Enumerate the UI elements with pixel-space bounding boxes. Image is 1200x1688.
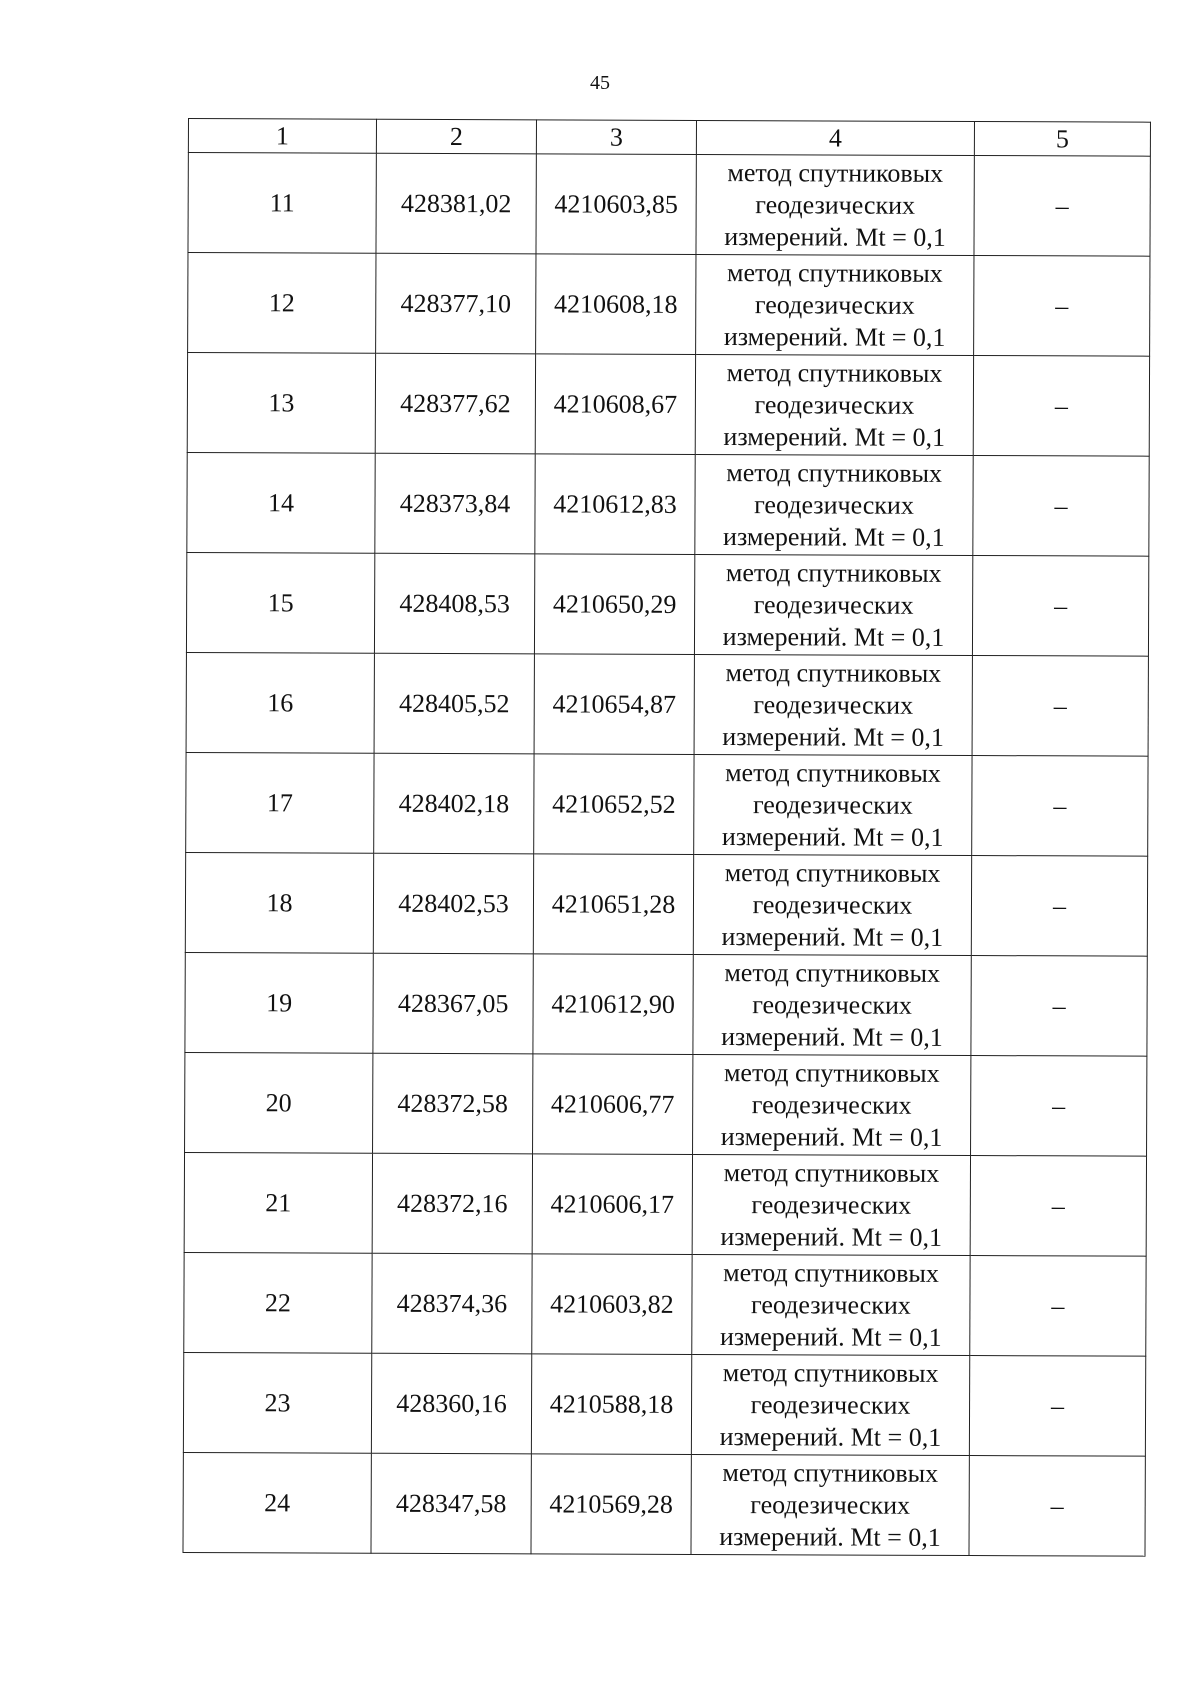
method-cell	[696, 154, 974, 255]
method-text: метод спутниковых геодезических измерений. Mt = 0,1	[719, 1357, 942, 1452]
point-number-cell: 12	[188, 253, 376, 354]
note-cell: –	[969, 1356, 1145, 1457]
y-coordinate-cell: 4210612,90	[533, 954, 693, 1055]
point-number-cell: 21	[184, 1152, 372, 1253]
note-cell: –	[972, 556, 1148, 657]
table-row	[187, 353, 1149, 457]
note-cell: –	[972, 756, 1148, 857]
column-header-1: 1	[188, 119, 376, 154]
x-coordinate-cell: 428402,53	[373, 853, 533, 954]
x-coordinate-cell: 428408,53	[374, 553, 534, 654]
y-coordinate-cell: 4210608,18	[536, 254, 696, 355]
table-row	[188, 153, 1150, 257]
point-number-cell: 13	[187, 353, 375, 454]
column-header-2: 2	[376, 119, 536, 154]
table-row	[183, 1452, 1145, 1556]
point-number-cell: 15	[186, 552, 374, 653]
method-text: метод спутниковых геодезических измерений. Mt = 0,1	[723, 357, 946, 452]
method-cell	[694, 554, 972, 655]
y-coordinate-cell: 4210651,28	[533, 854, 693, 955]
point-number-cell: 14	[187, 452, 375, 553]
table-row	[186, 752, 1148, 856]
table-header-row	[188, 119, 1150, 157]
table-row	[184, 1152, 1146, 1256]
table-row	[184, 1252, 1146, 1356]
x-coordinate-cell: 428367,05	[373, 953, 533, 1054]
x-coordinate-cell: 428372,16	[372, 1153, 532, 1254]
table-row	[186, 652, 1148, 756]
table-row	[188, 253, 1150, 357]
method-cell	[696, 254, 974, 355]
table-row	[185, 952, 1147, 1056]
y-coordinate-cell: 4210606,77	[533, 1054, 693, 1155]
y-coordinate-cell: 4210606,17	[532, 1154, 692, 1255]
note-cell: –	[971, 1056, 1147, 1157]
x-coordinate-cell: 428377,62	[375, 353, 535, 454]
coordinates-table	[182, 118, 1151, 1557]
method-text: метод спутниковых геодезических измерений. Mt = 0,1	[721, 857, 944, 952]
y-coordinate-cell: 4210569,28	[531, 1454, 691, 1555]
method-cell	[691, 1454, 969, 1555]
y-coordinate-cell: 4210612,83	[535, 454, 695, 555]
x-coordinate-cell: 428377,10	[376, 253, 536, 354]
y-coordinate-cell: 4210652,52	[534, 754, 694, 855]
x-coordinate-cell: 428381,02	[376, 153, 536, 254]
method-text: метод спутниковых геодезических измерений. Mt = 0,1	[720, 1057, 943, 1152]
point-number-cell: 16	[186, 652, 374, 753]
x-coordinate-cell: 428405,52	[374, 653, 534, 754]
note-cell: –	[969, 1456, 1145, 1557]
y-coordinate-cell: 4210608,67	[535, 354, 695, 455]
method-text: метод спутниковых геодезических измерений. Mt = 0,1	[719, 1257, 942, 1352]
point-number-cell: 19	[185, 952, 373, 1053]
method-text: метод спутниковых геодезических измерений. Mt = 0,1	[724, 157, 946, 252]
y-coordinate-cell: 4210603,82	[532, 1254, 692, 1355]
x-coordinate-cell: 428360,16	[371, 1353, 531, 1454]
method-text: метод спутниковых геодезических измерений. Mt = 0,1	[723, 257, 946, 352]
method-text: метод спутниковых геодезических измерений. Mt = 0,1	[722, 557, 945, 652]
method-text: метод спутниковых геодезических измерений. Mt = 0,1	[722, 657, 944, 752]
x-coordinate-cell: 428402,18	[374, 753, 534, 854]
method-cell	[691, 1354, 969, 1455]
column-header-3: 3	[536, 120, 696, 155]
note-cell: –	[974, 156, 1150, 257]
method-text: метод спутниковых геодезических измерений. Mt = 0,1	[719, 1457, 941, 1552]
point-number-cell: 23	[183, 1352, 371, 1453]
note-cell: –	[970, 1156, 1146, 1257]
table-row	[183, 1352, 1145, 1456]
note-cell: –	[972, 656, 1148, 757]
method-cell	[693, 854, 971, 955]
x-coordinate-cell: 428374,36	[372, 1253, 532, 1354]
point-number-cell: 11	[188, 153, 376, 254]
method-cell	[692, 1154, 970, 1255]
table-row	[185, 852, 1147, 956]
point-number-cell: 18	[185, 852, 373, 953]
column-header-5: 5	[974, 122, 1150, 157]
method-cell	[694, 754, 972, 855]
method-cell	[693, 954, 971, 1055]
method-cell	[694, 654, 972, 755]
note-cell: –	[973, 456, 1149, 557]
table-row	[186, 552, 1148, 656]
point-number-cell: 20	[185, 1052, 373, 1153]
page-number: 45	[590, 72, 610, 94]
point-number-cell: 17	[186, 752, 374, 853]
coordinates-table-body	[183, 119, 1150, 1557]
method-cell	[693, 1054, 971, 1155]
x-coordinate-cell: 428373,84	[375, 453, 535, 554]
method-text: метод спутниковых геодезических измерений. Mt = 0,1	[723, 457, 945, 552]
note-cell: –	[973, 356, 1149, 457]
x-coordinate-cell: 428347,58	[371, 1453, 531, 1554]
note-cell: –	[971, 856, 1147, 957]
point-number-cell: 24	[183, 1452, 371, 1553]
y-coordinate-cell: 4210654,87	[534, 654, 694, 755]
y-coordinate-cell: 4210588,18	[531, 1354, 691, 1455]
table-row	[187, 452, 1149, 556]
method-text: метод спутниковых геодезических измерений. Mt = 0,1	[721, 757, 944, 852]
method-text: метод спутниковых геодезических измерений. Mt = 0,1	[721, 957, 943, 1052]
y-coordinate-cell: 4210603,85	[536, 154, 696, 255]
method-cell	[695, 354, 973, 455]
y-coordinate-cell: 4210650,29	[534, 554, 694, 655]
column-header-4: 4	[696, 120, 974, 155]
note-cell: –	[974, 256, 1150, 357]
method-cell	[692, 1254, 970, 1355]
note-cell: –	[970, 1256, 1146, 1357]
x-coordinate-cell: 428372,58	[373, 1053, 533, 1154]
note-cell: –	[971, 956, 1147, 1057]
method-cell	[695, 454, 973, 555]
method-text: метод спутниковых геодезических измерений. Mt = 0,1	[720, 1157, 943, 1252]
point-number-cell: 22	[184, 1252, 372, 1353]
table-row	[185, 1052, 1147, 1156]
